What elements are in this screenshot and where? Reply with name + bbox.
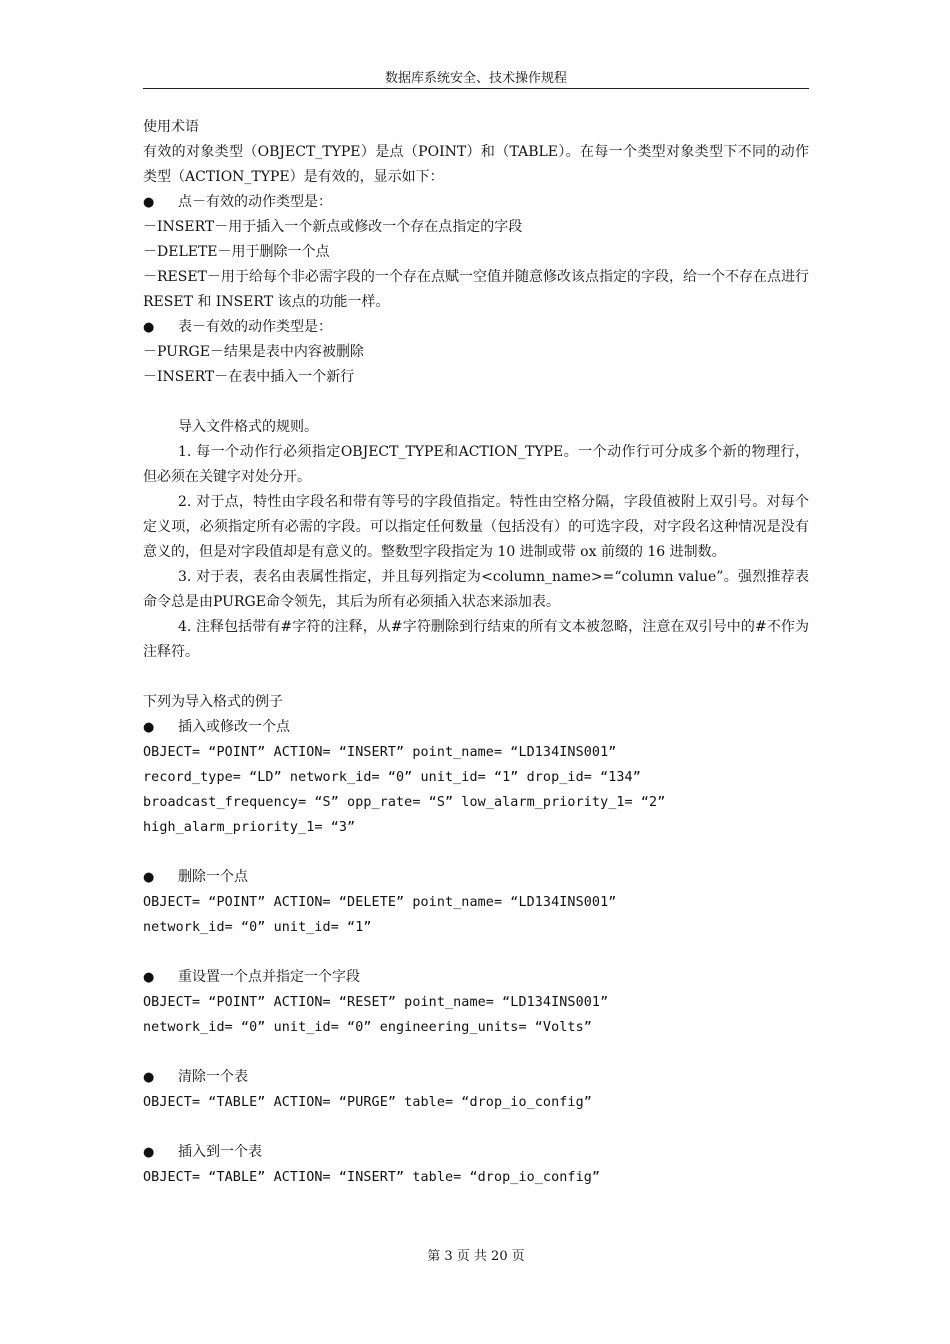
- example-title-row: [143, 965, 809, 990]
- bullet-icon: ●: [143, 970, 155, 985]
- table-item-insert: －INSERT－在表中插入一个新行: [143, 369, 355, 385]
- page-header-title: 数据库系统安全、技术操作规程: [384, 71, 567, 86]
- example-title: 删除一个点: [178, 869, 248, 885]
- example-code-line: OBJECT= “POINT” ACTION= “RESET” point_name= “LD134INS001”: [143, 995, 609, 1010]
- example-code-line: OBJECT= “TABLE” ACTION= “INSERT” table= “drop_io_config”: [143, 1170, 601, 1185]
- page-number-footer: 第 3 页 共 20 页: [427, 1249, 525, 1264]
- examples-heading: 下列为导入格式的例子: [143, 694, 283, 710]
- spacer: [143, 940, 809, 965]
- bullet-icon: ●: [143, 195, 155, 210]
- header-divider: [143, 88, 809, 89]
- rule-item-2: 2. 对于点，特性由字段名和带有等号的字段值指定。特性由空格分隔，字段值被附上双引号。对每个定义项，必须指定所有必需的字段。可以指定任何数量（包括没有）的可选字段，对字段名这种情况是没有意义的，但是对字段值却是有意义的。整数型字段指定为 10 进制或带 ox 前缀的 16 进制数。: [143, 494, 809, 560]
- spacer: [143, 665, 809, 690]
- example-code-line: OBJECT= “POINT” ACTION= “INSERT” point_name= “LD134INS001”: [143, 745, 617, 760]
- example-code-line: high_alarm_priority_1= “3”: [143, 820, 356, 835]
- terms-intro: 有效的对象类型（OBJECT_TYPE）是点（POINT）和（TABLE）。在每一个类型对象类型下不同的动作类型（ACTION_TYPE）是有效的，显示如下：: [143, 144, 809, 185]
- example-code-line: OBJECT= “TABLE” ACTION= “PURGE” table= “drop_io_config”: [143, 1095, 592, 1110]
- document-body: [143, 115, 809, 1190]
- example-title: 清除一个表: [178, 1069, 248, 1085]
- point-item-insert: －INSERT－用于插入一个新点或修改一个存在点指定的字段: [143, 219, 523, 235]
- bullet-icon: ●: [143, 1070, 155, 1085]
- example-title-row: [143, 1065, 809, 1090]
- example-title-row: [143, 865, 809, 890]
- example-title: 插入到一个表: [178, 1144, 262, 1160]
- point-heading: 点－有效的动作类型是：: [178, 194, 332, 210]
- bullet-icon: ●: [143, 720, 155, 735]
- bullet-icon: ●: [143, 870, 155, 885]
- spacer: [143, 390, 809, 415]
- example-code-line: record_type= “LD” network_id= “0” unit_id= “1” drop_id= “134”: [143, 770, 641, 785]
- table-heading: 表－有效的动作类型是：: [178, 319, 332, 335]
- example-title-row: [143, 715, 809, 740]
- bullet-icon: ●: [143, 320, 155, 335]
- rules-heading: 导入文件格式的规则。: [178, 419, 318, 435]
- point-bullet-row: [143, 190, 809, 215]
- spacer: [143, 840, 809, 865]
- bullet-icon: ●: [143, 1145, 155, 1160]
- example-code-line: network_id= “0” unit_id= “1”: [143, 920, 372, 935]
- table-item-purge: －PURGE－结果是表中内容被删除: [143, 344, 364, 360]
- spacer: [143, 1115, 809, 1140]
- rule-item-1: 1. 每一个动作行必须指定OBJECT_TYPE和ACTION_TYPE。一个动作行可分成多个新的物理行，但必须在关键字对处分开。: [143, 444, 809, 485]
- terms-heading: 使用术语: [143, 119, 199, 135]
- example-code-line: broadcast_frequency= “S” opp_rate= “S” low_alarm_priority_1= “2”: [143, 795, 666, 810]
- table-bullet-row: [143, 315, 809, 340]
- point-item-reset: －RESET－用于给每个非必需字段的一个存在点赋一空值并随意修改该点指定的字段，给一个不存在点进行 RESET 和 INSERT 该点的功能一样。: [143, 269, 809, 310]
- example-title: 插入或修改一个点: [178, 719, 290, 735]
- example-code-line: OBJECT= “POINT” ACTION= “DELETE” point_name= “LD134INS001”: [143, 895, 617, 910]
- example-code-line: network_id= “0” unit_id= “0” engineering_units= “Volts”: [143, 1020, 592, 1035]
- spacer: [143, 1040, 809, 1065]
- example-title-row: [143, 1140, 809, 1165]
- rule-item-4: 4. 注释包括带有#字符的注释，从#字符删除到行结束的所有文本被忽略，注意在双引号中的#不作为注释符。: [143, 619, 809, 660]
- rule-item-3: 3. 对于表，表名由表属性指定，并且每列指定为<column_name>=“column value”。强烈推荐表命令总是由PURGE命令领先，其后为所有必须插入状态来添加表。: [143, 569, 809, 610]
- point-item-delete: －DELETE－用于删除一个点: [143, 244, 330, 260]
- example-title: 重设置一个点并指定一个字段: [178, 969, 360, 985]
